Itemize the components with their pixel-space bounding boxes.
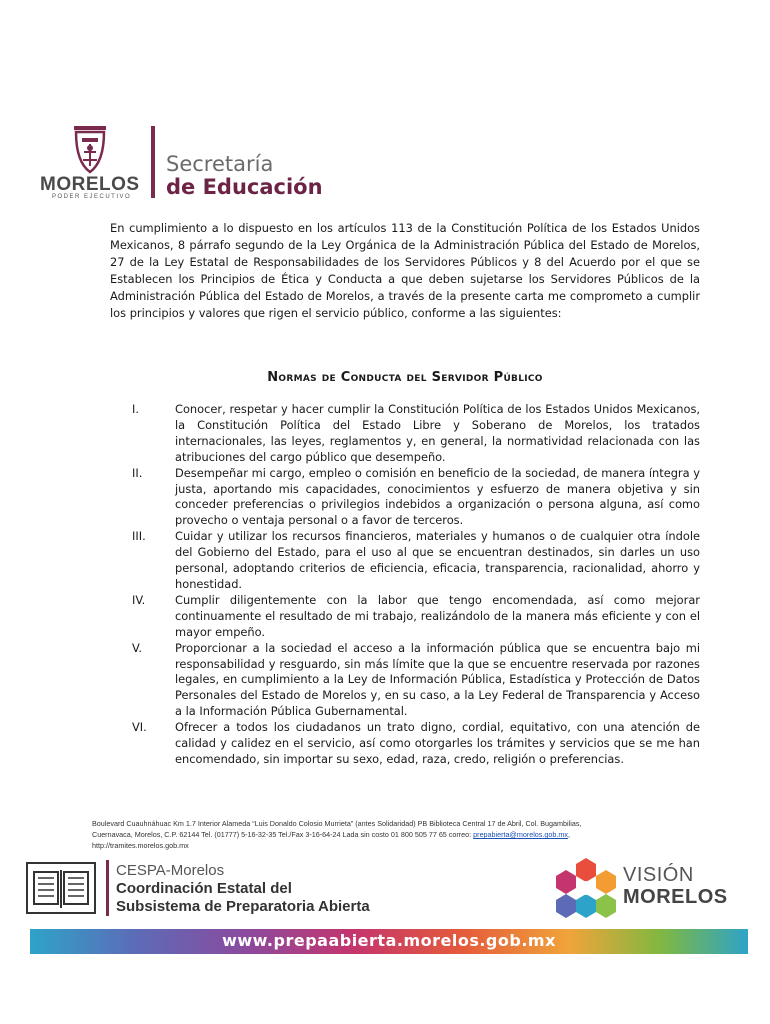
open-book-icon: [26, 862, 96, 914]
list-item: [110, 402, 700, 466]
intro-paragraph: En cumplimiento a lo dispuesto en los artículos 113 de la Constitución Política de los Estados Unidos Mexicanos, 8 párrafo segundo de la Ley Orgánica de la Administración Pública del Estado de Morelos, 27 de la Ley Estatal de Responsabilidades de los Servidores Públicos y 8 del Acuerdo por el que se Establecen los Principios de Ética y Conducta a que deben sujetarse los Servidores Públicos de la Administración Pública del Estado de Morelos, a través de la presente carta me comprometo a cumplir los principios y valores que rigen el servicio público, conforme a las siguientes:: [110, 221, 700, 320]
secretaria-line2: de Educación: [166, 175, 323, 199]
cespa-logo: [26, 858, 386, 918]
footer-line3[interactable]: http://tramites.morelos.gob.mx: [92, 841, 189, 850]
header-divider: [151, 126, 155, 198]
list-item-text: Proporcionar a la sociedad el acceso a la información pública que se encuentra bajo mi responsabilidad y resguardo, sin más límite que la que se encuentre reservada por razones legales, en cumplimiento a la Ley de Información Pública, Estadística y Protección de Datos Personales del Estado de Morelos y, en su caso, a la Ley Federal de Transparencia y Acceso a la Información Pública Gubernamental.: [175, 640, 700, 719]
list-item-number: VI.: [132, 720, 147, 735]
morelos-seal-icon: [68, 122, 112, 176]
list-item-number: I.: [132, 402, 139, 416]
list-item-number: V.: [132, 640, 142, 655]
list-item-number: II.: [132, 465, 143, 480]
cespa-divider: [106, 860, 109, 916]
list-item-text: Ofrecer a todos los ciudadanos un trato digno, cordial, equitativo, con una atención de calidad y calidez en el servicio, así como otorgarles los trámites y servicios que se me han encomendado, sin importar su sexo, edad, raza, credo, religión o preferencias.: [175, 720, 700, 766]
vision-line2: MORELOS: [623, 886, 728, 908]
norms-list: [110, 402, 700, 768]
website-url[interactable]: www.prepaabierta.morelos.gob.mx: [222, 931, 556, 950]
cespa-line2: Coordinación Estatal del: [116, 880, 292, 897]
website-banner: [30, 929, 748, 954]
list-item: [110, 466, 700, 530]
vision-morelos-logo: [555, 856, 735, 920]
list-item: [110, 593, 700, 641]
list-item-text: Cuidar y utilizar los recursos financieros, materiales y humanos o de cualquier otra índole del Gobierno del Estado, para el uso al que se encuentran destinados, sin darles un uso personal, adoptando criterios de eficiencia, eficacia, transparencia, racionalidad, ahorro y honestidad.: [175, 529, 700, 591]
secretaria-line1: Secretaría: [166, 152, 274, 176]
footer-line1: Boulevard Cuauhnáhuac Km 1.7 Interior Alameda “Luis Donaldo Colosio Murrieta” (antes Solidaridad) PB Biblioteca Central 17 de Abril, Col. Bugambilias,: [92, 819, 582, 828]
list-item-text: Desempeñar mi cargo, empleo o comisión en beneficio de la sociedad, de manera íntegra y justa, aportando mis capacidades, conocimientos y esfuerzo de manera objetiva y sin conceder preferencias o privilegios indebidos a organización o persona alguna, así como provecho o ventaja personal o a favor de terceros.: [175, 465, 700, 528]
letterhead: [38, 120, 368, 202]
list-item-number: III.: [132, 529, 146, 544]
vision-line1: VISIÓN: [623, 864, 694, 886]
footer-email-link[interactable]: prepabierta@morelos.gob.mx: [473, 830, 568, 839]
list-item-text: Cumplir diligentemente con la labor que tengo encomendada, así como mejorar continuamente el resultado de mi trabajo, realizándolo de la manera más eficiente y con el mayor empeño.: [175, 592, 700, 639]
list-item: [110, 720, 700, 768]
document-title: Normas de Conducta del Servidor Público: [267, 370, 543, 385]
footer-line2-suffix: ,: [567, 830, 570, 839]
footer-address: [92, 818, 712, 851]
cespa-line1: CESPA-Morelos: [116, 862, 225, 879]
footer-line2: [92, 829, 712, 840]
list-item: [110, 529, 700, 593]
state-name: MORELOS: [40, 174, 140, 195]
list-item-number: IV.: [132, 592, 146, 607]
hexagon-flower-icon: [555, 856, 617, 918]
state-subtitle: PODER EJECUTIVO: [52, 194, 132, 200]
list-item: [110, 641, 700, 721]
cespa-line3: Subsistema de Preparatoria Abierta: [116, 898, 370, 915]
list-item-text: Conocer, respetar y hacer cumplir la Constitución Política de los Estados Unidos Mexicanos, la Constitución Política del Estado Libre y Soberano de Morelos, los tratados internacionales, las leyes, reglamentos y, en general, la normatividad relacionada con las atribuciones del cargo público que desempeño.: [175, 402, 700, 464]
footer-line2-text: Cuernavaca, Morelos, C.P. 62144 Tel. (01777) 5-16-32-35 Tel./Fax 3-16-64-24 Lada sin costo 01 800 505 77 65 correo:: [92, 830, 474, 839]
